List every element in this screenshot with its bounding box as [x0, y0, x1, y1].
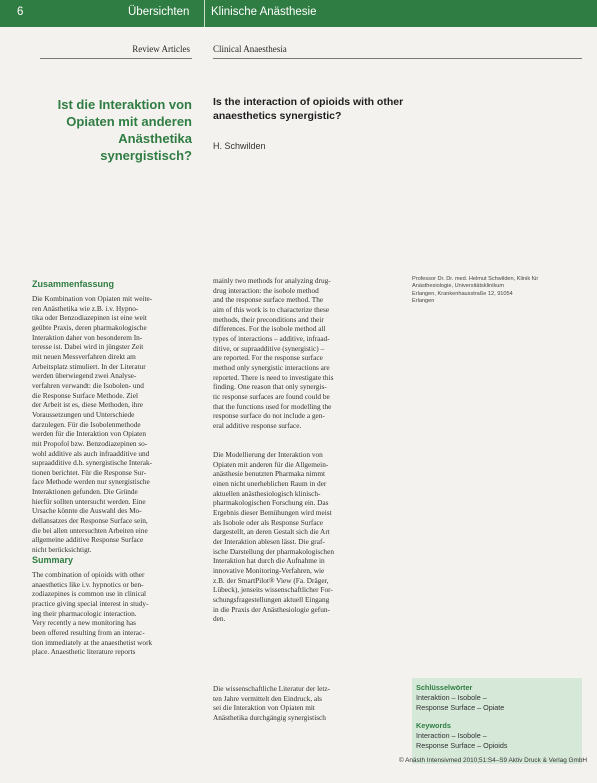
affiliation-line: Professor Dr. Dr. med. Helmut Schwilden, Klinik für [412, 276, 539, 282]
category-de: Übersichten [128, 6, 190, 18]
text-line: Die Kombination von Opiaten mit weite- [32, 294, 153, 303]
text-line: pharmakologischen Forschung ein. Das [213, 498, 329, 508]
text-line: den. [213, 614, 226, 624]
text-line: hierfür sollten untersucht werden. Eine [32, 496, 146, 506]
text-line: method only synergistic interactions are [213, 362, 330, 372]
text-line: ten Jahre vermittelt den Eindruck, als [213, 693, 323, 703]
text-line: dellansatzes der Response Surface sein, [32, 516, 148, 526]
keywords-box [412, 678, 582, 764]
text-line: tion immediately at the anaesthetist work [32, 637, 153, 647]
text-line: innovative Monitoring-Verfahren, wie [213, 565, 325, 575]
middle-paragraph-2 [213, 450, 381, 624]
text-line: place. Anaesthetic literature reports [32, 647, 136, 657]
text-line: mit neuen Messverfahren direkt am [32, 351, 136, 361]
affiliation-line: Anästhesiologie, Universitätsklinikum [412, 283, 505, 290]
page-number: 6 [17, 6, 24, 18]
keywords-en-line: Interaction – Isobole – [416, 731, 487, 740]
text-line: methods, their preconditions and their [213, 314, 324, 324]
text-line: die bei allen untersuchten Arbeiten eine [32, 525, 148, 535]
text-line: einen nicht unerheblichen Raum in der [213, 478, 327, 488]
text-line: that the functions used for modelling the [213, 401, 332, 411]
text-line: Arbeitsplatz stimuliert. In der Literatur [32, 361, 146, 371]
text-line: ren Anästhetika wie z.B. i.v. Hypno- [32, 303, 139, 313]
header-bar [0, 0, 597, 27]
text-line: zodiazepines is common use in clinical [32, 589, 147, 599]
text-line: der Interaktion ablesen lässt. Die graf- [213, 536, 325, 546]
title-german: Ist die Interaktion von Opiaten mit anderen Anästhetika synergistisch? [57, 97, 192, 163]
text-line: als Isobole oder als Response Surface [213, 517, 324, 527]
text-line: drug interaction: the isobole method [213, 285, 319, 295]
zusammenfassung-heading: Zusammenfassung [32, 279, 115, 289]
middle-paragraph-1 [213, 276, 381, 431]
text-line: teresse ist. Dabei wird in jüngster Zeit [32, 342, 144, 352]
keywords-en-heading: Keywords [416, 721, 451, 730]
keywords-de-line: Response Surface – Opiate [416, 703, 505, 712]
text-line: The combination of opioids with other [32, 570, 145, 579]
text-line: mit Propofol bzw. Benzodiazepinen so- [32, 438, 148, 448]
text-line: Die wissenschaftliche Literatur der letz- [213, 684, 331, 693]
keywords-de-line: Interaktion – Isobole – [416, 693, 487, 702]
text-line: die Response Surface Methode. Ziel [32, 390, 138, 400]
text-line: allgemeine additive Response Surface [32, 535, 144, 545]
text-line: darzulegen. Für die Isobolenmethode [32, 419, 141, 429]
text-line: sei die Interaktion von Opiaten mit [213, 703, 315, 713]
text-line: anästhesie benutzten Pharmaka nimmt [213, 469, 326, 479]
text-line: aktuellen anästhesiologisch klinisch- [213, 488, 321, 498]
text-line: verfahren verwandt: die Isobolen- und [32, 380, 144, 390]
text-line: werden für die Interaktion von Opiaten [32, 429, 147, 439]
text-line: been offered resulting from an interac- [32, 627, 145, 637]
header-divider [204, 0, 205, 27]
text-line: z.B. der SmartPilot® View (Fa. Dräger, [213, 575, 329, 585]
text-line: Interaktion daher von besonderem In- [32, 332, 143, 342]
affiliation-line: Erlangen [412, 298, 435, 305]
text-line: Anästhetika durchgängig synergistisch [213, 712, 326, 722]
text-line: response surface do not include a gen- [213, 411, 325, 421]
text-line: reported. There is need to investigate this [213, 372, 334, 382]
text-line: ing their pharmacologic interaction. [32, 608, 137, 618]
text-line: nicht berücksichtigt. [32, 545, 92, 555]
text-line: Ursache könnte die Auswahl des Mo- [32, 506, 142, 516]
text-line: and the response surface method. The [213, 295, 324, 305]
text-line: ditive, or supraadditive (synergistic) – [213, 343, 325, 353]
category-en: Klinische Anästhesie [211, 6, 317, 18]
footer-copyright: © Anästh Intensivmed 2010;51:S4–S9 Aktiv Druck & Verlag GmbH [398, 757, 587, 764]
summary-body [32, 570, 194, 657]
text-line: Very recently a new monitoring has [32, 618, 136, 628]
section-label-right: Clinical Anaesthesia [213, 44, 287, 54]
text-line: finding. One reason that only synergis- [213, 382, 327, 392]
text-line: ische Darstellung der pharmakologischen [213, 546, 334, 556]
keywords-en-line: Response Surface – Opioids [416, 741, 508, 750]
text-line: Opiaten mit anderen für die Allgemein- [213, 459, 329, 469]
text-line: tic response surfaces are found could be [213, 391, 330, 401]
text-line: tika oder Benzodiazepinen ist eine weit [32, 313, 147, 323]
text-line: dargestellt, an deren Gestalt sich die Art [213, 527, 330, 537]
text-line: tionen berichtet. Für die Response Sur- [32, 467, 147, 477]
text-line: der Arbeit ist es, diese Methoden, ihre [32, 400, 144, 410]
text-line: Die Modellierung der Interaktion von [213, 450, 323, 459]
text-line: types of interactions – additive, infraad- [213, 333, 330, 343]
text-line: eral additive response surface. [213, 420, 302, 430]
summary-heading: Summary [32, 555, 74, 565]
text-line: werden überwiegend zwei Analyse- [32, 371, 137, 381]
text-line: practice giving special interest in study- [32, 598, 149, 608]
text-line: geübte Praxis, deren pharmakologische [32, 322, 147, 332]
text-line: Interaktionen gefunden. Die Gründe [32, 487, 138, 497]
text-line: Lübeck), jenseits wissenschaftlicher For- [213, 585, 333, 595]
text-line: anaesthetics like i.v. hypnotics or ben- [32, 579, 144, 589]
text-line: in die Praxis der Anästhesiologie gefun- [213, 604, 330, 614]
text-line: Interaktion hat durch die Aufnahme in [213, 556, 325, 566]
zusammenfassung-body [32, 294, 194, 555]
text-line: differences. For the isobole method all [213, 324, 326, 334]
affiliation [412, 276, 582, 306]
section-label-left: Review Articles [132, 44, 190, 54]
text-line: Voraussetzungen und Unterschiede [32, 409, 135, 419]
text-line: are reported. For the response surface [213, 353, 323, 363]
affiliation-line: Erlangen, Krankenhausstraße 12, 91054 [412, 290, 513, 297]
text-line: wohl additive als auch infraadditive und [32, 448, 150, 458]
text-line: aim of this work is to characterize these [213, 304, 330, 314]
text-line: schungsfragestellungen aktuell Eingang [213, 594, 330, 604]
section-rule-left [40, 58, 192, 59]
text-line: supraadditive d.h. synergistische Interak- [32, 458, 153, 468]
middle-paragraph-3 [213, 684, 381, 723]
text-line: mainly two methods for analyzing drug- [213, 276, 331, 285]
section-rule-right [213, 58, 582, 59]
author: H. Schwilden [213, 141, 266, 151]
text-line: Ergebnis dieser Bemühungen wird meist [213, 507, 332, 517]
keywords-de-heading: Schlüsselwörter [416, 683, 473, 692]
title-english: Is the interaction of opioids with other anaesthetics synergistic? [213, 96, 404, 122]
text-line: face Methode werden nur synergistische [32, 477, 150, 487]
